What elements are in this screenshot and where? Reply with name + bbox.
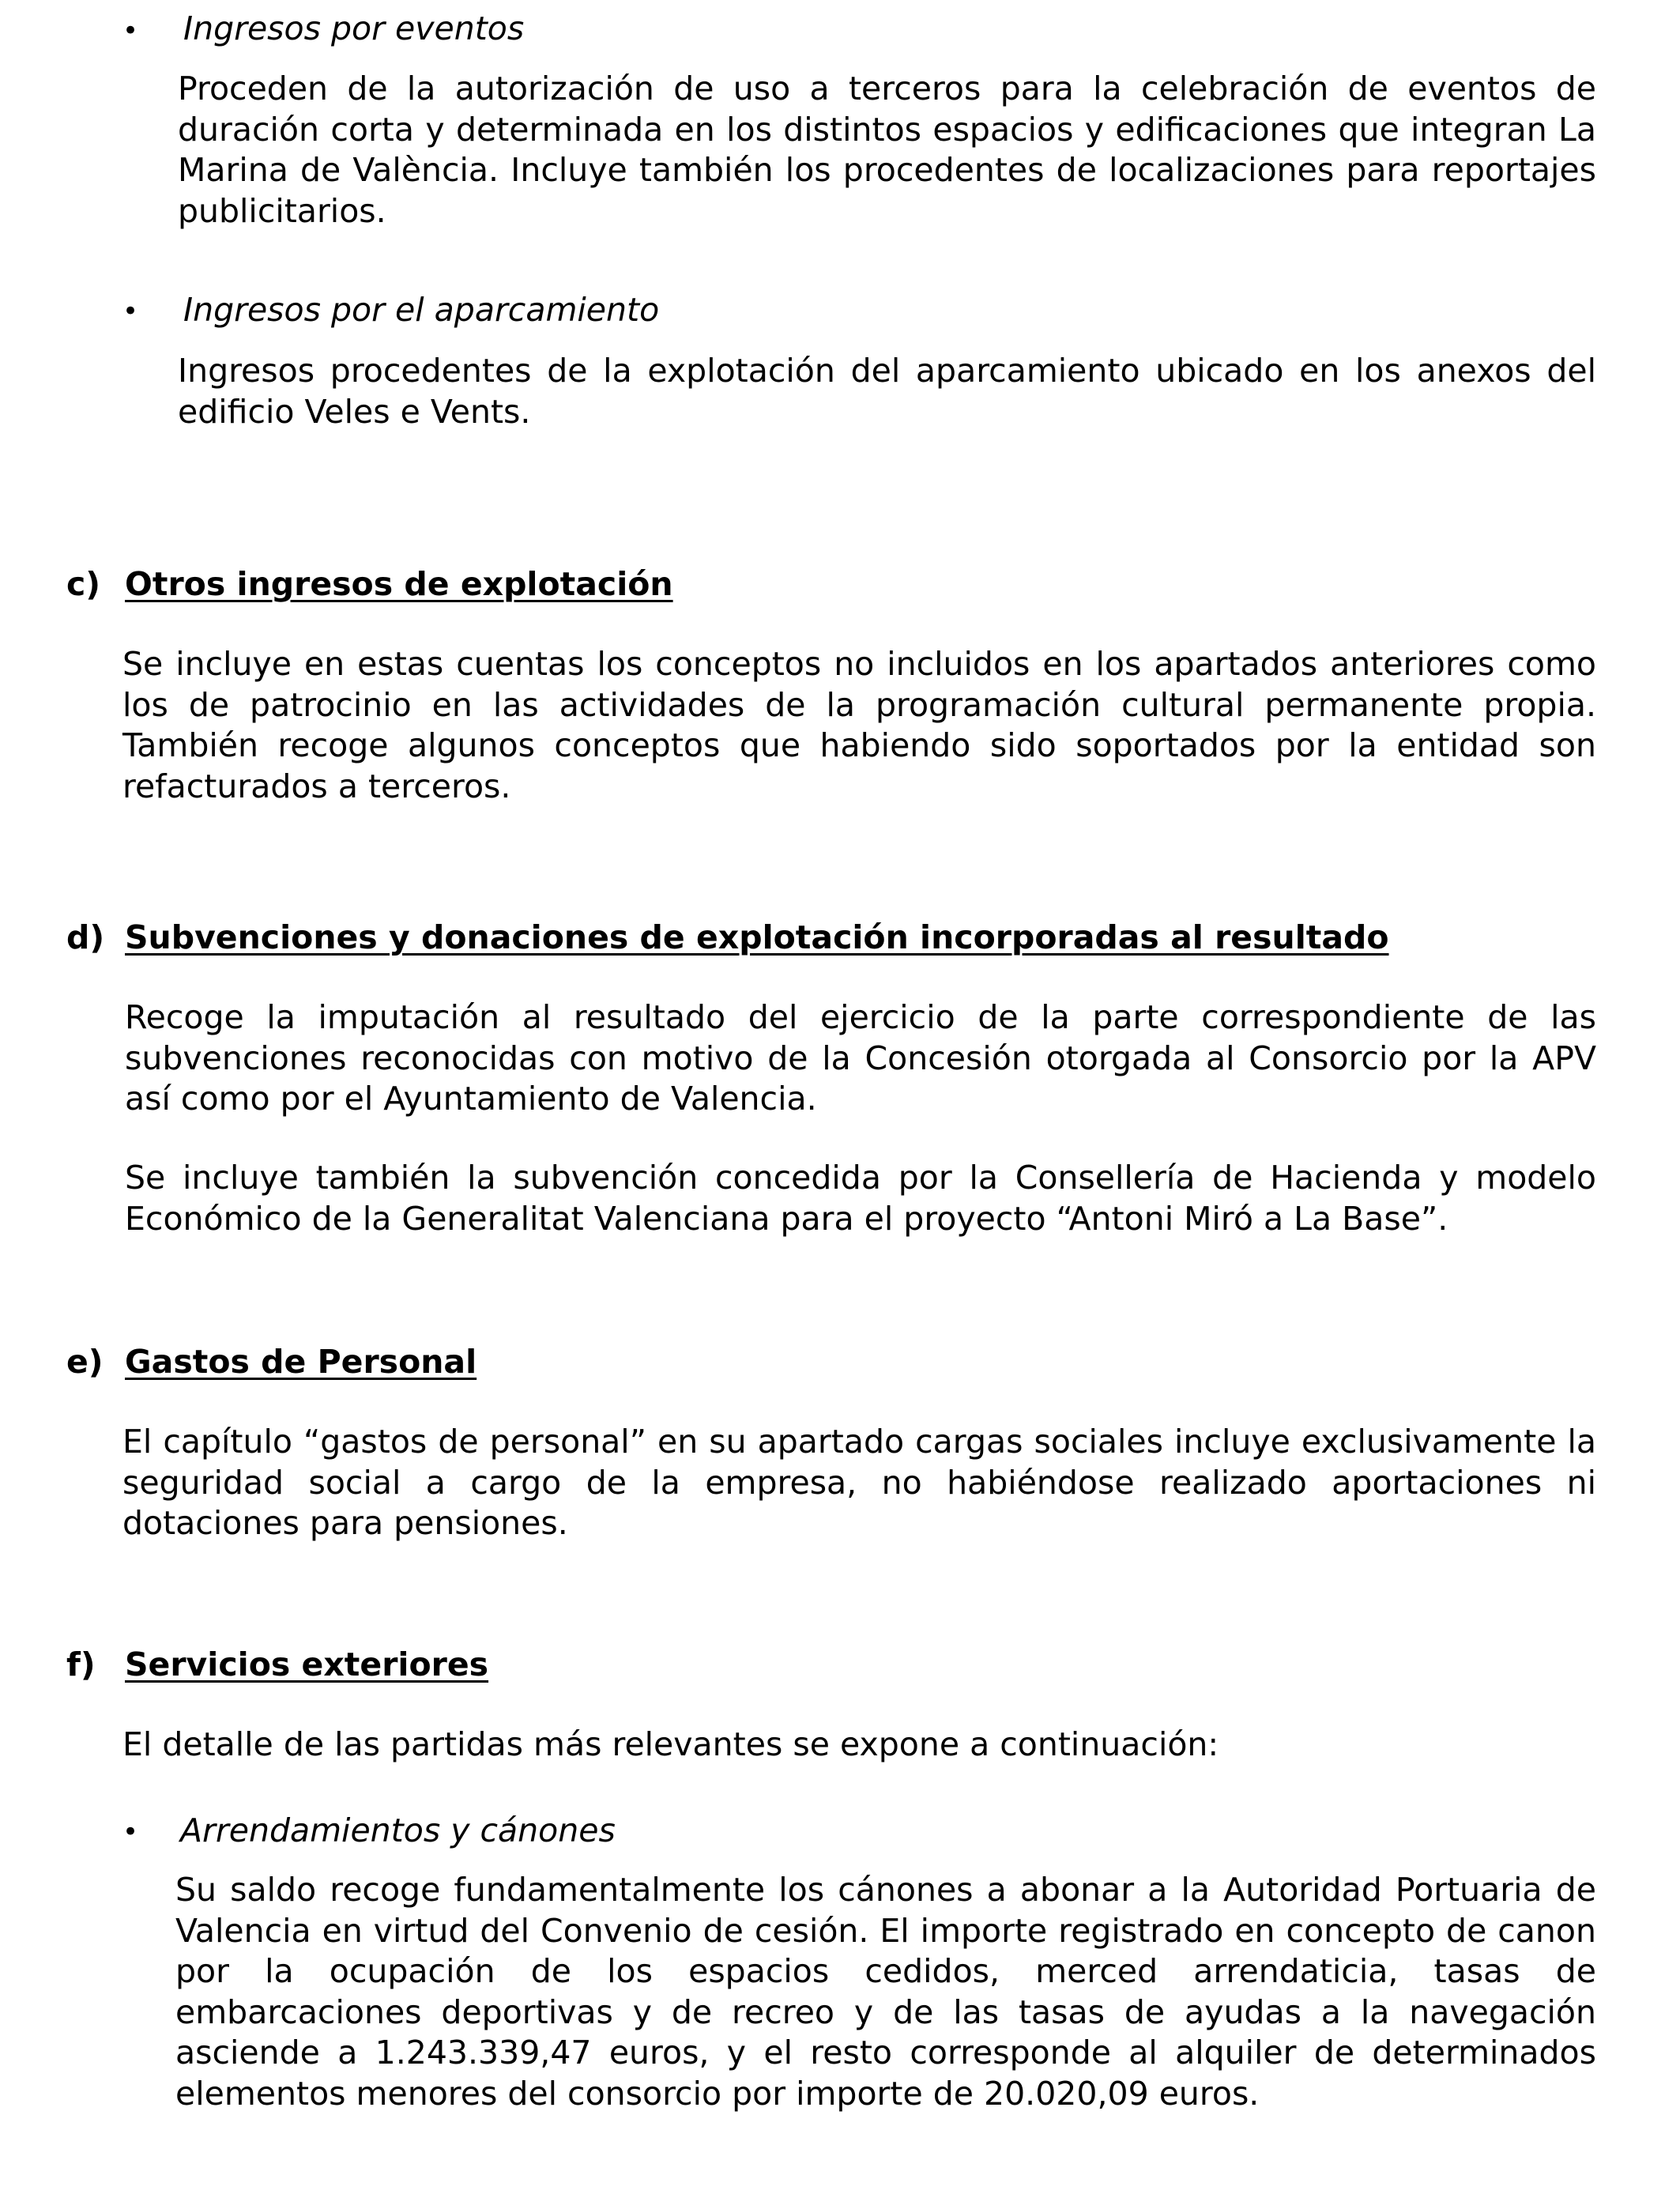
paragraph-c: Se incluye en estas cuentas los conceptos no incluidos en los apartados anteriores como los de patrocinio en las actividades de la programación cultural permanente propia. También recoge algunos conceptos que habiendo sido soportados por la entidad son refacturados a terceros. xyxy=(122,645,1596,805)
section-letter: e) xyxy=(66,1343,104,1381)
section-title: Otros ingresos de explotación xyxy=(125,565,673,603)
bullet-title-aparcamiento: Ingresos por el aparcamiento xyxy=(183,291,660,329)
section-title: Subvenciones y donaciones de explotación incorporadas al resultado xyxy=(125,918,1389,956)
paragraph-aparcamiento: Ingresos procedentes de la explotación del aparcamiento ubicado en los anexos del edificio Veles e Vents. xyxy=(178,352,1596,431)
paragraph-e: El capítulo “gastos de personal” en su apartado cargas sociales incluye exclusivamente la seguridad social a cargo de la empresa, no habiéndose realizado aportaciones ni dotaciones para pensiones. xyxy=(122,1423,1596,1542)
paragraph-d-1: Recoge la imputación al resultado del ejercicio de la parte correspondiente de las subvenciones reconocidas con motivo de la Concesión otorgada al Consorcio por la APV así como por el Ayuntamiento de Valencia. xyxy=(125,998,1596,1118)
paragraph-f-arrendamientos: Su saldo recoge fundamentalmente los cánones a abonar a la Autoridad Portuaria de Valencia en virtud del Convenio de cesión. El importe registrado en concepto de canon por la ocupación de los espacios cedidos, merced arrendaticia, tasas de embarcaciones deportivas y de recreo y de las tasas de ayudas a la navegación asciende a 1.243.339,47 euros, y el resto corresponde al alquiler de determinados elementos menores del consorcio por importe de 20.020,09 euros. xyxy=(175,1871,1596,2113)
bullet-title-eventos: Ingresos por eventos xyxy=(183,9,525,47)
section-heading-e xyxy=(66,1341,477,1382)
section-title: Gastos de Personal xyxy=(125,1343,477,1381)
paragraph-eventos: Proceden de la autorización de uso a terceros para la celebración de eventos de duración corta y determinada en los distintos espacios y edificaciones que integran La Marina de València. Incluye también los procedentes de localizaciones para reportajes publicitarios. xyxy=(178,70,1596,230)
bullet-marker: • xyxy=(122,15,139,47)
paragraph-f-intro: El detalle de las partidas más relevantes se expone a continuación: xyxy=(122,1725,1219,1763)
section-letter: f) xyxy=(66,1646,96,1683)
bullet-marker: • xyxy=(122,296,139,327)
bullet-title-arrendamientos: Arrendamientos y cánones xyxy=(180,1811,616,1849)
bullet-marker: • xyxy=(122,1816,139,1848)
section-heading-f xyxy=(66,1644,488,1685)
section-title: Servicios exteriores xyxy=(125,1646,489,1683)
section-letter: d) xyxy=(66,918,105,956)
paragraph-d-2: Se incluye también la subvención concedida por la Consellería de Hacienda y modelo Económico de la Generalitat Valenciana para el proyecto “Antoni Miró a La Base”. xyxy=(125,1159,1596,1238)
section-heading-c xyxy=(66,564,673,605)
section-letter: c) xyxy=(66,565,101,603)
section-heading-d xyxy=(66,917,1389,958)
